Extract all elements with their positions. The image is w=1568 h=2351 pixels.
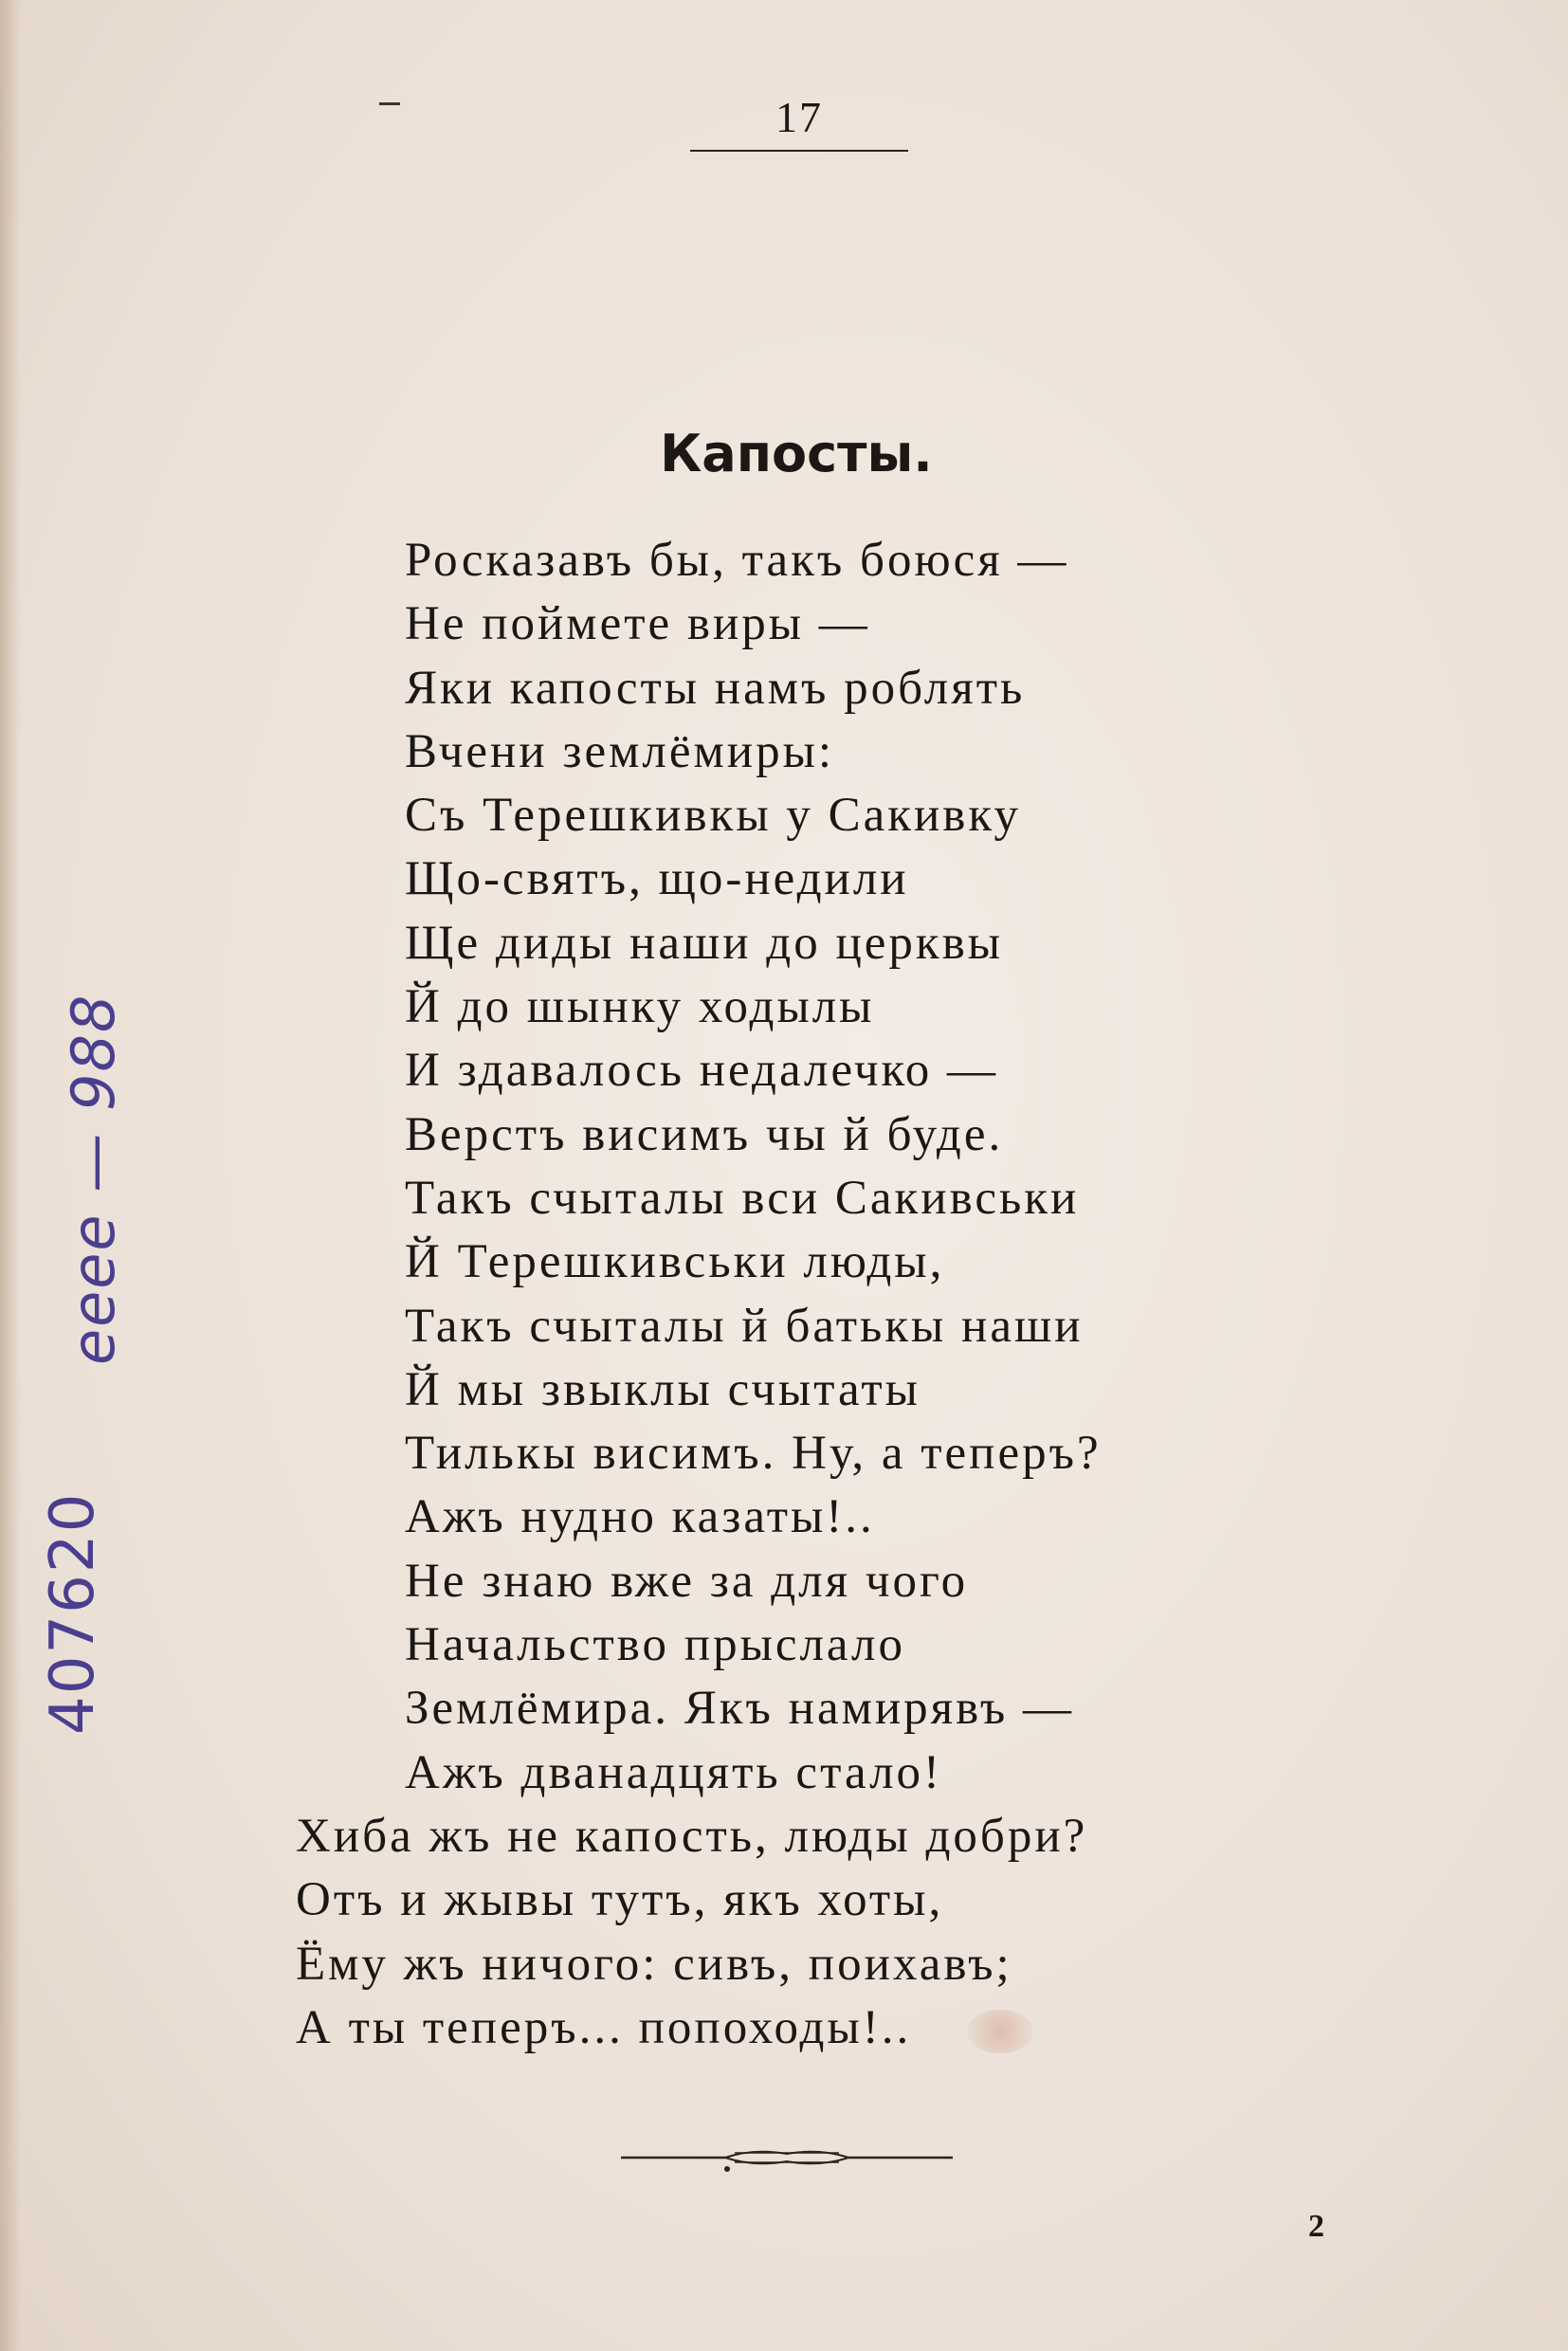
poem-line: Начальство прыслало [405,1618,905,1672]
poem-line: Верстъ висимъ чы й буде. [405,1107,1004,1161]
page-number: 17 [775,93,823,141]
poem-line: Росказавъ бы, такъ боюся — [405,534,1069,587]
poem-line: Вчени землёмиры: [405,724,835,778]
poem-line: Такъ счыталы вси Сакивськи [405,1171,1080,1225]
poem-line: Ажъ нудно казаты!.. [405,1490,875,1544]
poem-line: Тилькы висимъ. Ну, а теперъ? [405,1427,1102,1481]
poem-title: Капосты. [660,424,933,483]
poem-line: А ты теперъ... попоходы!.. [296,2000,912,2054]
signature-mark: 2 [1308,2209,1324,2244]
poem-line: Ёму жъ ничого: сивъ, поихавъ; [296,1937,1012,1991]
poem-line: Й мы звыклы счытаты [405,1362,921,1416]
poem-line: Хиба жъ не капость, люды добри? [296,1809,1088,1863]
poem-line: И здавалось недалечко — [405,1044,998,1098]
poem-line: Й до шынку ходылы [405,980,875,1034]
poem-body [296,529,1244,2060]
poem-line: Не поймете виры — [405,597,870,651]
header-dash [379,102,400,105]
poem-line: Съ Терешкивкы у Сакивку [405,789,1021,843]
paper-stain [967,2010,1033,2053]
poem-line: Ажъ дванадцять стало! [405,1745,942,1799]
poem-line: Такъ счыталы й батькы наши [405,1299,1084,1353]
poem-line: Що-святъ, що-недили [405,852,909,906]
header-rule [690,150,908,152]
divider-ornament [621,2141,953,2178]
poem-line: Отъ и жывы тутъ, якъ хоты, [296,1873,944,1927]
handwritten-accession-number: 407620 [38,1491,108,1735]
poem-line: Не знаю вже за для чого [405,1554,969,1608]
poem-line: Яки капосты намъ роблять [405,661,1026,715]
poem-line: Землёмира. Якъ намирявъ — [405,1682,1075,1736]
poem-line: Й Терешкивськи люды, [405,1235,945,1289]
poem-line: Ще диды наши до церквы [405,916,1004,970]
handwritten-scribble: ееее — 988 [59,993,128,1365]
